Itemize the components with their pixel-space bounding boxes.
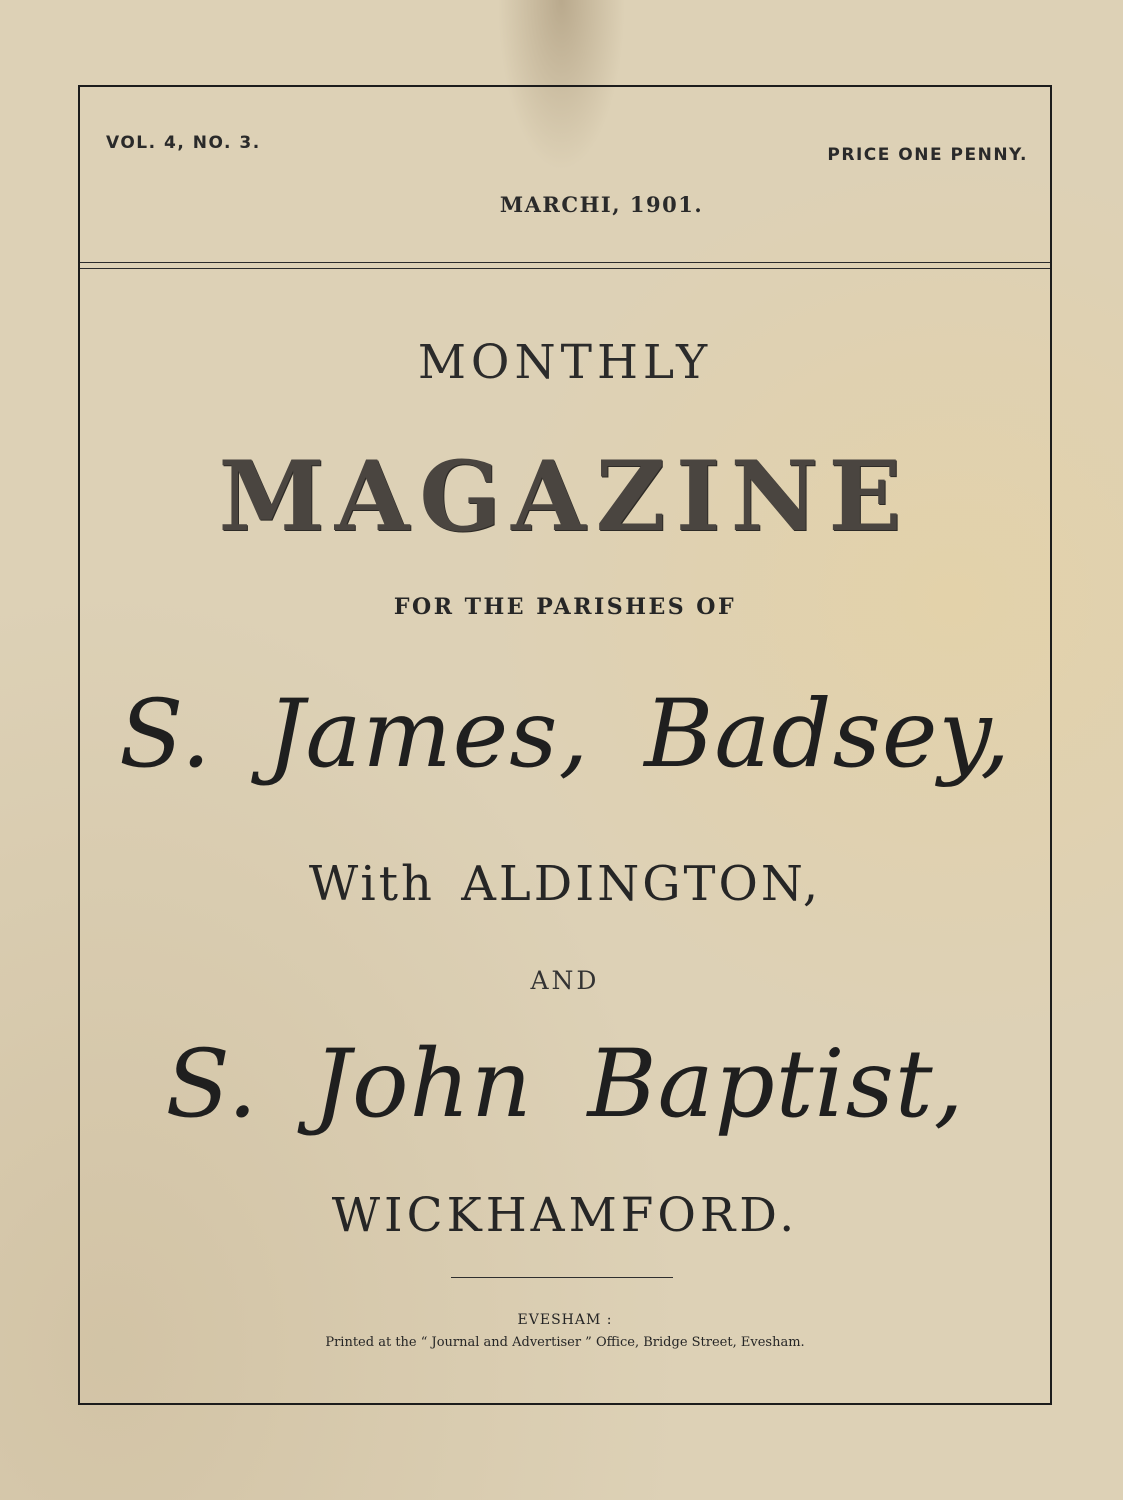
price-label: PRICE ONE PENNY. [827, 145, 1028, 165]
title-magazine: MAGAZINE [218, 440, 912, 553]
parish-wickhamford: WICKHAMFORD. [331, 1188, 799, 1243]
header-double-rule [80, 262, 1050, 269]
conjunction-and: AND [530, 966, 600, 995]
parish-aldington: With ALDINGTON, [308, 856, 822, 912]
parish-st-john: S. John Baptist, [165, 1030, 965, 1139]
imprint-printer: Printed at the “ Journal and Advertiser ” Office, Bridge Street, Evesham. [325, 1335, 805, 1350]
parish-st-james: S. James, Badsey, [119, 680, 1011, 789]
title-monthly: MONTHLY [417, 335, 713, 390]
volume-number: VOL. 4, NO. 3. [106, 133, 261, 153]
issue-date: MARCHI, 1901. [499, 192, 704, 217]
subtitle-parishes: FOR THE PARISHES OF [393, 594, 737, 620]
imprint-town: EVESHAM : [517, 1312, 613, 1328]
imprint-rule [451, 1277, 673, 1278]
